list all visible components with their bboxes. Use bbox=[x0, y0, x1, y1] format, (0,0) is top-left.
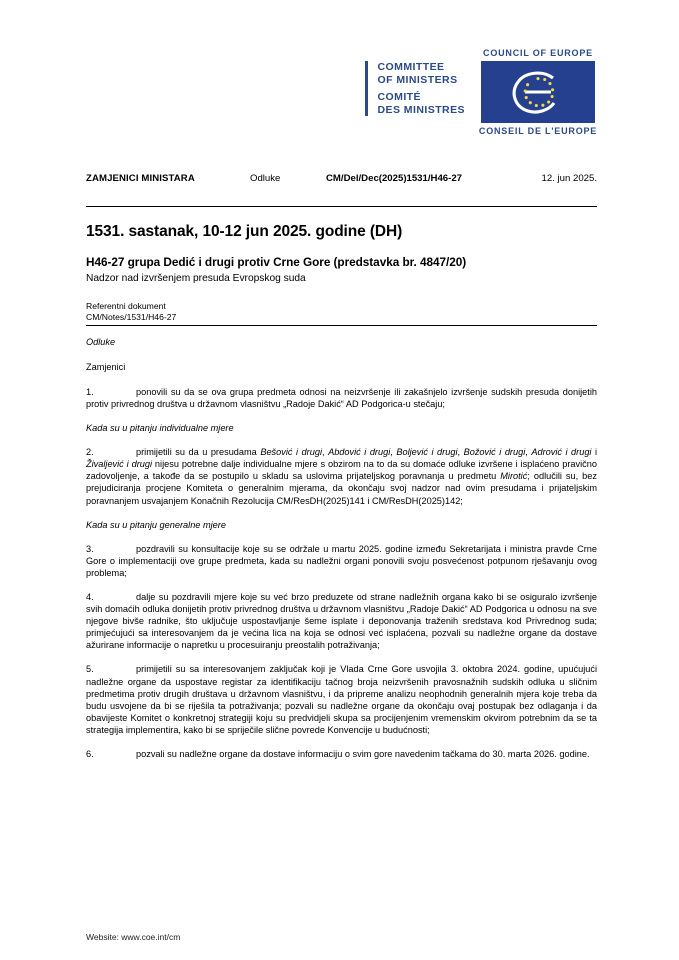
deputies-label: Zamjenici bbox=[86, 362, 126, 372]
reference-document-label: Referentni dokument bbox=[86, 301, 166, 311]
decisions-label: Odluke bbox=[86, 337, 116, 347]
committee-logo-text bbox=[377, 61, 465, 116]
council-of-europe-logo bbox=[479, 48, 597, 137]
paragraph-2 bbox=[86, 446, 597, 506]
committee-line-3: COMITÉ bbox=[377, 91, 421, 104]
paragraph-4-text: dalje su pozdravili mjere koje su već brzo preduzete od strane nadležnih organa kako bi se osiguralo izvršenje svih domaćih odluka donijetih protiv privrednog društva u državnom vlasništvu „Radoje Dakić“ AD Podgorica u odnosu na sve njegove bivše radnike, što uključuje uspostavljanje šeme isplate i deponovanja traženih sredstava kod Privrednog suda; primjećujući sa interesovanjem da je većina lica na koja se odnosi već isplaćena, pozvali su nadležne organe da dostave ažurirane informacije o napretku u procesuiranju preostalih potraživanja; bbox=[86, 591, 597, 651]
paragraph-2-text: primijetili su da u presudama Bešović i drugi, Abdović i drugi, Boljević i drugi, Božović i drugi, Adrović i drugi i Živaljević i drugi nijesu potrebne dalje individualne mjere s obzirom na to da su domaće odluke izvršene i isplaćeno pravično zadovoljenje, a takođe da se postupilo u skladu sa uslovima prijateljskog poravnanja u predmetu Mirotić; odlučili su, bez prejudiciranja procjene Komiteta o generalnim mjerama, da okončaju svoj nadzor nad ovim presudama i prijateljskim poravnanjem usvajanjem Konačnih Rezolucija CM/ResDH(2025)141 i CM/ResDH(2025)142; bbox=[86, 447, 598, 506]
document-body bbox=[86, 336, 597, 772]
paragraph-6-text: pozvali su nadležne organe da dostave informaciju o svim gore navedenim tačkama do 30. marta 2026. godine. bbox=[136, 748, 590, 759]
logo-group bbox=[365, 48, 597, 137]
paragraph-1 bbox=[86, 386, 597, 410]
meta-date: 12. jun 2025. bbox=[541, 173, 597, 184]
paragraph-3 bbox=[86, 543, 597, 579]
paragraph-2-number: 2. bbox=[86, 447, 94, 458]
paragraph-5 bbox=[86, 663, 597, 736]
committee-line-2: OF MINISTERS bbox=[377, 73, 458, 86]
footer-website: Website: www.coe.int/cm bbox=[86, 932, 181, 942]
paragraph-6-number: 6. bbox=[86, 748, 94, 759]
committee-of-ministers-logo bbox=[365, 48, 465, 116]
section-heading-general-measures: Kada su u pitanju generalne mjere bbox=[86, 519, 226, 530]
meta-organ: ZAMJENICI MINISTARA bbox=[86, 173, 195, 184]
paragraph-1-number: 1. bbox=[86, 387, 94, 397]
coe-label-top: COUNCIL OF EUROPE bbox=[483, 48, 593, 58]
paragraph-4-number: 4. bbox=[86, 591, 94, 602]
case-subheading: Nadzor nad izvršenjem presuda Evropskog suda bbox=[86, 273, 306, 284]
paragraph-6 bbox=[86, 748, 597, 760]
paragraph-5-text: primijetili su sa interesovanjem zaključak koji je Vlada Crne Gore usvojila 3. oktobra 2024. godine, upućujući nadležne organe da uspostave registar za identifikaciju tačnog broja neizvršenih pravosnažnih sudskih odluka u sličnim predmetima protiv drugih društava u državnom vlasništvu, i da pripreme analizu neophodnih generalnih mjera koje treba da budu usvojene da bi se riješila ta potraživanja; pozvali su nadležne organe da okončaju ovaj postupak bez odlaganja i da obavijeste Komitet o konkretnoj strategiji koju su predvidjeli skupa sa procijenjenim vremenskim okvirom potrebnim da se ta strategija implementira, kako bi se spriječile slične povrede Konvencije u budućnosti; bbox=[86, 664, 597, 735]
header-divider-top bbox=[86, 206, 597, 207]
document-meta-row bbox=[86, 173, 597, 189]
paragraph-3-text: pozdravili su konsultacije koje su se održale u martu 2025. godine između Sekretarijata i ministra pravde Crne Gore o implementaciji ove grupe predmeta, kada su nadležni organi ponovili svoju posvećenost potpunom rješavanju ovog problema; bbox=[86, 543, 597, 578]
page-title: 1531. sastanak, 10-12 jun 2025. godine (DH) bbox=[86, 223, 403, 240]
paragraph-1-text: ponovili su da se ova grupa predmeta odnosi na neizvršenje ili zakašnjelo izvršenje sudskih presuda donijetih protiv privrednog društva u državnom vlasništvu „Radoje Dakić“ AD Podgorica-u stečaju; bbox=[86, 387, 597, 410]
title-divider bbox=[86, 325, 597, 326]
title-block bbox=[86, 222, 597, 322]
paragraph-4 bbox=[86, 591, 597, 651]
committee-line-1: COMMITTEE bbox=[377, 61, 445, 73]
paragraph-5-number: 5. bbox=[86, 664, 94, 675]
section-heading-individual-measures: Kada su u pitanju individualne mjere bbox=[86, 423, 234, 434]
page-footer bbox=[86, 932, 597, 942]
letterhead-logo-band bbox=[86, 48, 597, 144]
meta-reference: CM/Del/Dec(2025)1531/H46-27 bbox=[326, 173, 462, 184]
case-heading: H46-27 grupa Dedić i drugi protiv Crne Gore (predstavka br. 4847/20) bbox=[86, 255, 467, 269]
paragraph-3-number: 3. bbox=[86, 543, 94, 554]
coe-flag-icon bbox=[481, 61, 595, 123]
coe-label-bottom: CONSEIL DE L'EUROPE bbox=[478, 126, 598, 136]
committee-accent-bar bbox=[365, 61, 368, 116]
meta-doc-type: Odluke bbox=[250, 173, 281, 184]
reference-document-value: CM/Notes/1531/H46-27 bbox=[86, 311, 177, 322]
committee-line-4: DES MINISTRES bbox=[377, 103, 465, 116]
